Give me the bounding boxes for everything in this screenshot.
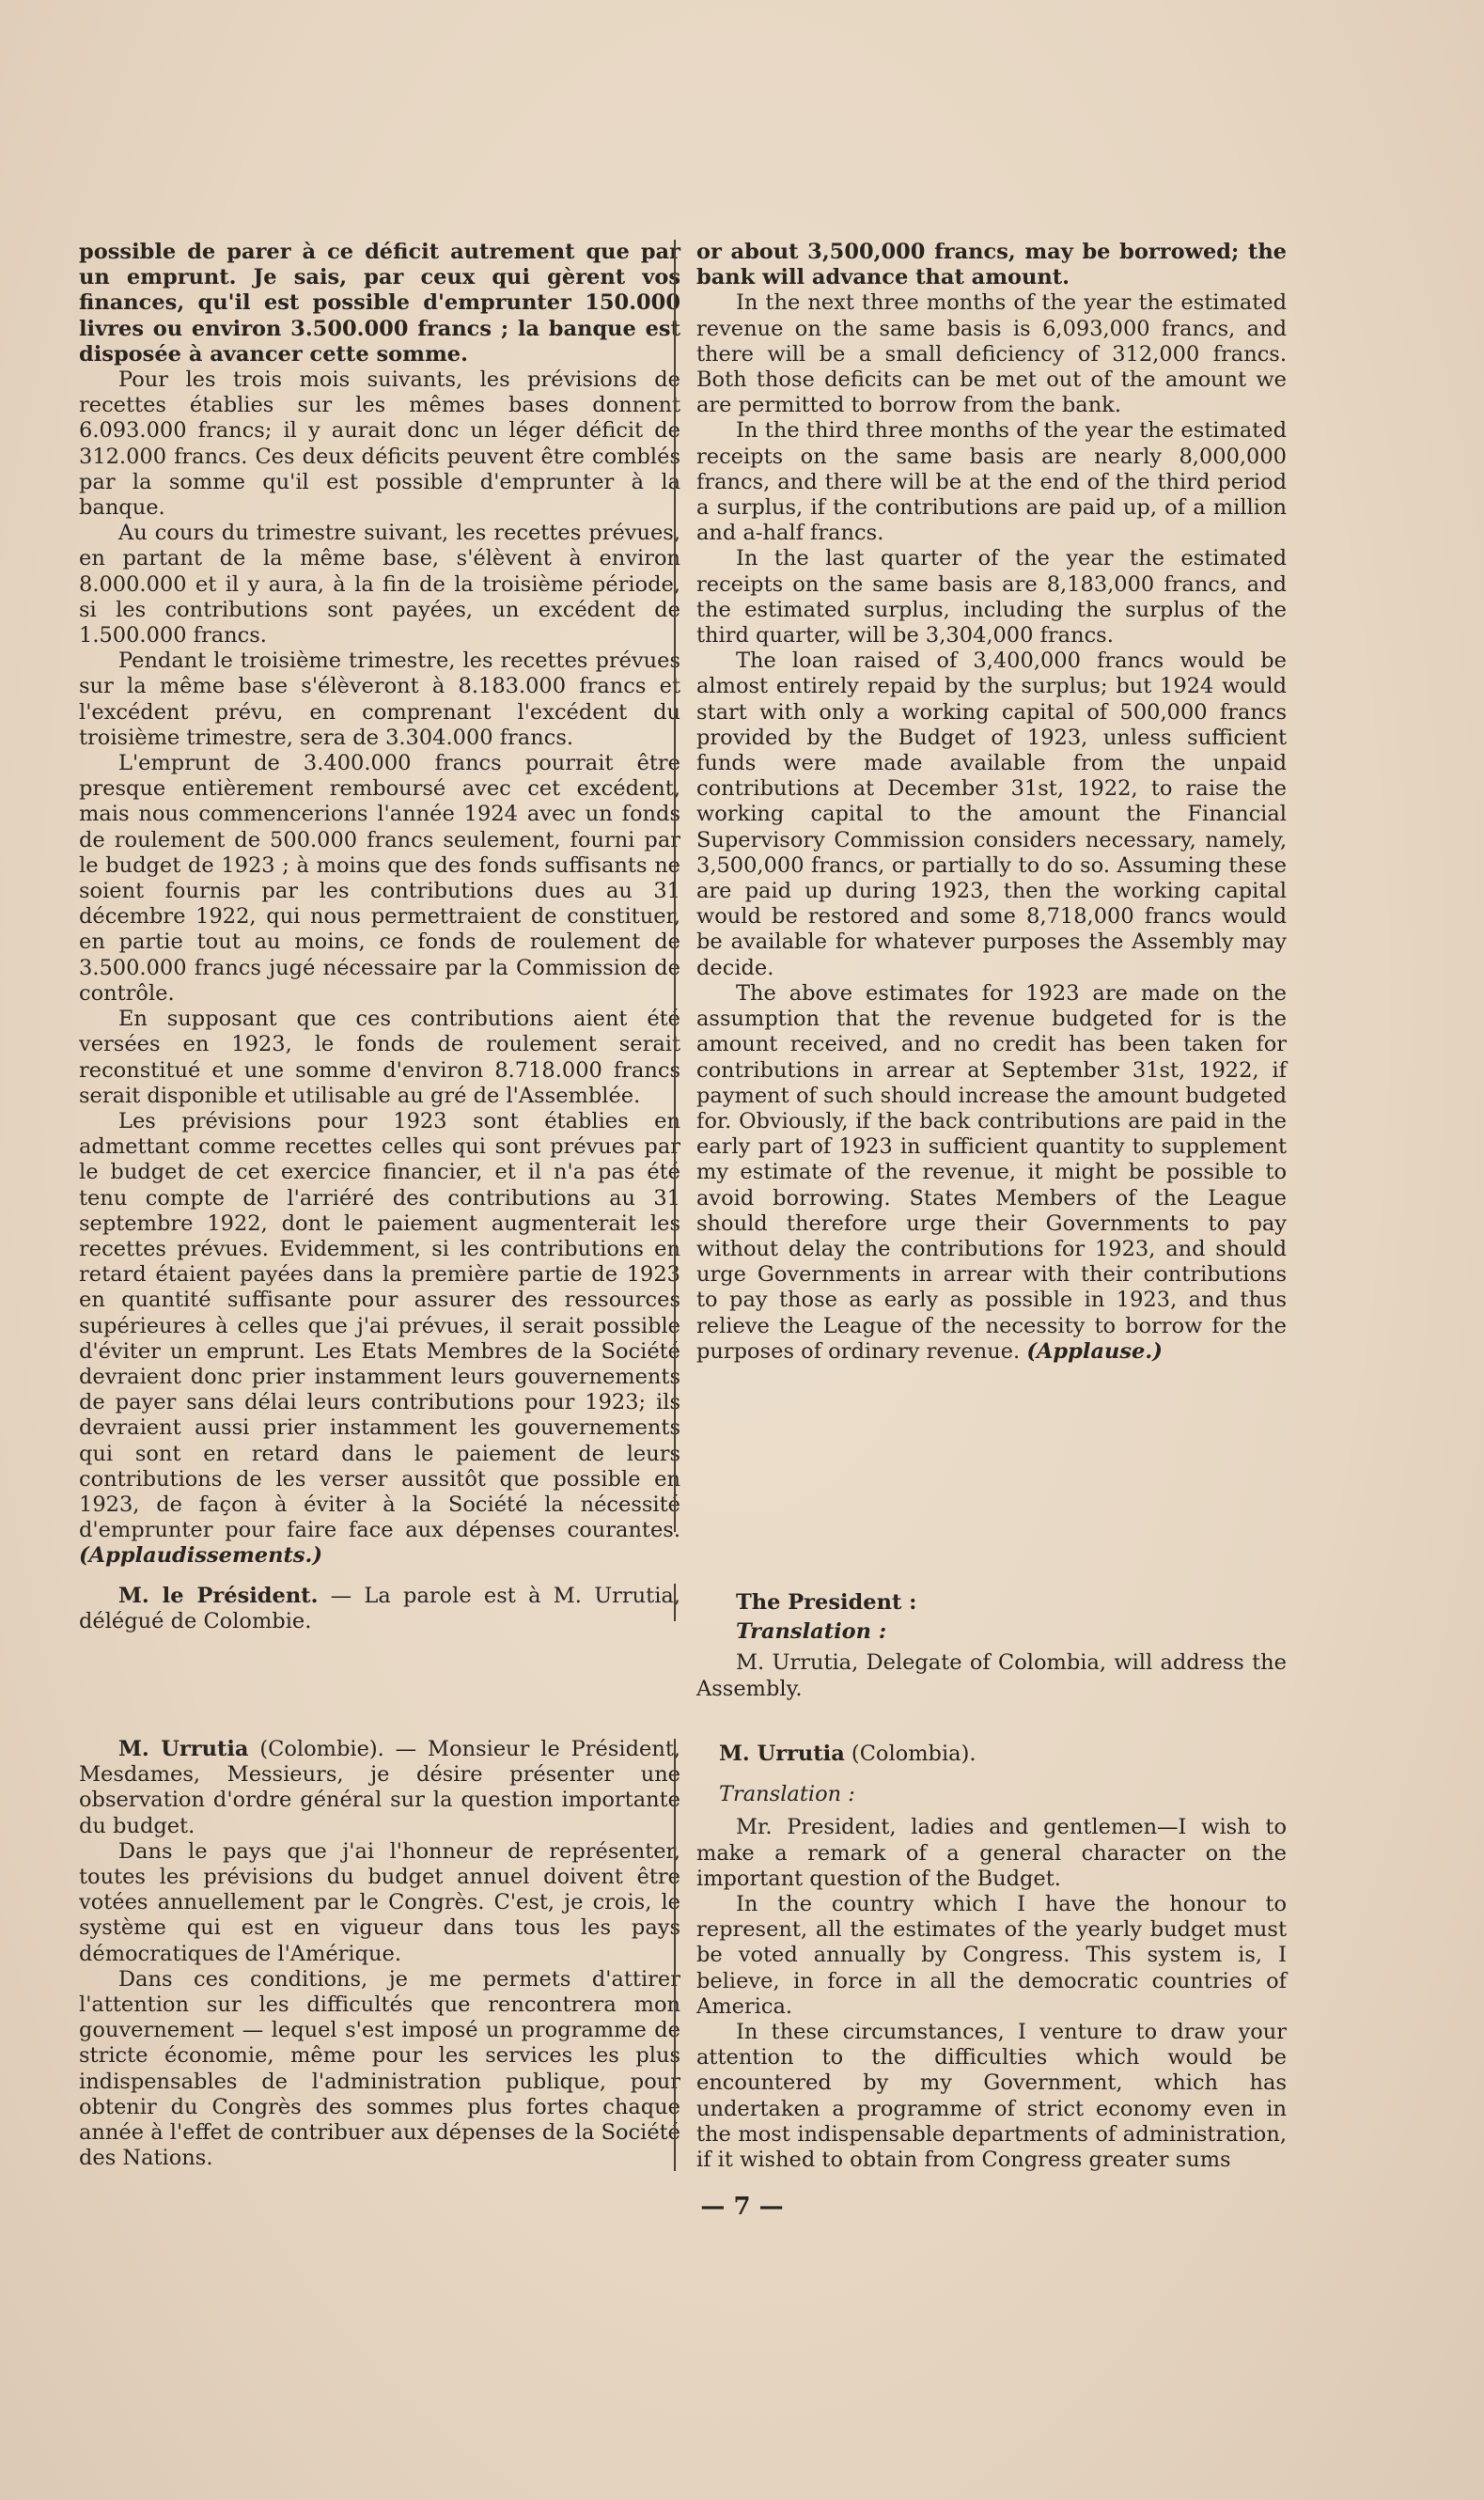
fr-paragraph-7: Les prévisions pour 1923 sont établies en admettant comme recettes celles qui sont prévues par le budget de cet exercice financier, et il n'a pas été tenu compte de l'arriéré des contributions au 31 septembre 1922, dont le paiement augmenterait les recettes prévues. Evidemment, si les contributions en retard étaient payées dans la première partie de 1923 en quantité suffisante pour assurer des ressources supérieures à celles que j'ai prévues, il serait possible d'éviter un emprunt. Les Etats Membres de la Société devraient donc prier instamment leurs gouvernements de payer sans délai leurs contributions pour 1923; ils devraient aussi prier instamment les gouvernements qui sont en retard dans le paiement de leurs contributions de les verser aussitôt que possible en 1923, de façon à éviter à la Société la nécessité d'emprunter pour faire face aux dépenses courantes. (Applaudissements.) xyxy=(79,1108,680,1569)
column-divider-urrutia xyxy=(674,1739,676,2171)
french-president-block xyxy=(79,1584,680,1634)
en-paragraph-4: In the last quarter of the year the estimated receipts on the same basis are 8,183,000 francs, and the estimated surplus, including the surplus of the third quarter, will be 3,304,000 francs. xyxy=(696,546,1287,648)
page-number: — 7 — xyxy=(700,2193,784,2221)
en-president-remark: M. Urrutia, Delegate of Colombia, will address the Assembly. xyxy=(696,1650,1287,1701)
en-paragraph-1: or about 3,500,000 francs, may be borrowed; the bank will advance that amount. xyxy=(696,240,1287,290)
fr-applause: (Applaudissements.) xyxy=(79,1543,323,1569)
english-president-block xyxy=(696,1590,1287,1702)
fr-paragraph-1: possible de parer à ce déficit autrement que par un emprunt. Je sais, par ceux qui gèrent vos finances, qu'il est possible d'emprunter 150.000 livres ou environ 3.500.000 francs ; la banque est disposée à avancer cette somme. xyxy=(79,240,680,367)
en-paragraph-3: In the third three months of the year the estimated receipts on the same basis are nearly 8,000,000 francs, and there will be at the end of the third period a surplus, if the contributions are paid up, of a million and a-half francs. xyxy=(696,418,1287,546)
fr-urrutia-paragraph-3: Dans ces conditions, je me permets d'attirer l'attention sur les difficultés que rencontrera mon gouvernement — lequel s'est imposé un programme de stricte économie, même pour les services les plus indispensables de l'administration publique, pour obtenir du Congrès des sommes plus fortes chaque année à l'effet de contribuer aux dépenses de la Société des Nations. xyxy=(79,1966,680,2171)
fr-paragraph-3: Au cours du trimestre suivant, les recettes prévues, en partant de la même base, s'élèvent à environ 8.000.000 et il y aura, à la fin de la troisième période, si les contributions sont payées, un excédent de 1.500.000 francs. xyxy=(79,521,680,648)
fr-urrutia-paragraph-1: M. Urrutia (Colombie). — Monsieur le Président, Mesdames, Messieurs, je désire présenter une observation d'ordre général sur la question importante du budget. xyxy=(79,1737,681,1838)
en-urrutia-paragraph-1: Mr. President, ladies and gentlemen—I wish to make a remark of a general character on the important question of the Budget. xyxy=(696,1815,1287,1891)
en-paragraph-2: In the next three months of the year the estimated revenue on the same basis is 6,093,000 francs, and there will be a small deficiency of 312,000 francs. Both those deficits can be met out of the amount we are permitted to borrow from the bank. xyxy=(696,290,1287,418)
fr-urrutia-speaker: M. Urrutia xyxy=(118,1737,249,1761)
fr-urrutia-paragraph-2: Dans le pays que j'ai l'honneur de représenter, toutes les prévisions du budget annuel doivent être votées annuellement par le Congrès. C'est, je crois, le système qui est en vigueur dans tous les pays démocratiques de l'Amérique. xyxy=(79,1838,680,1966)
en-applause: (Applause.) xyxy=(1026,1338,1163,1364)
french-urrutia-block xyxy=(79,1737,680,2171)
fr-president-speaker: M. le Président. xyxy=(118,1584,319,1608)
en-paragraph-6: The above estimates for 1923 are made on the assumption that the revenue budgeted for is the amount received, and no credit has been taken for contributions in arrear at September 31st, 1922, if payment of such should increase the amount budgeted for. Obviously, if the back contributions are paid in the early part of 1923 in sufficient quantity to supplement my estimate of the revenue, it might be possible to avoid borrowing. States Members of the League should therefore urge their Governments to pay without delay the contributions for 1923, and should urge Governments in arrear with their contributions to pay those as early as possible in 1923, and thus relieve the League of the necessity to borrow for the purposes of ordinary revenue. (Applause.) xyxy=(696,980,1287,1364)
en-urrutia-translation-label: Translation : xyxy=(719,1782,855,1807)
fr-paragraph-2: Pour les trois mois suivants, les prévisions de recettes établies sur les mêmes bases donnent 6.093.000 francs; il y aurait donc un léger déficit de 312.000 francs. Ces deux déficits peuvent être comblés par la somme qu'il est possible d'emprunter à la banque. xyxy=(79,367,680,521)
column-divider-president xyxy=(674,1584,676,1621)
english-urrutia-block xyxy=(696,1742,1287,2173)
english-column-budget xyxy=(696,240,1287,1365)
en-urrutia-speaker: M. Urrutia xyxy=(719,1742,845,1766)
column-divider-top xyxy=(674,240,676,1532)
en-president-speaker: The President : xyxy=(736,1590,917,1615)
en-president-translation-label: Translation : xyxy=(736,1619,887,1645)
en-urrutia-paragraph-3: In these circumstances, I venture to draw your attention to the difficulties which would be encountered by my Government, which has undertaken a programme of strict economy even in the most indispensable departments of administration, if it wished to obtain from Congress greater sums xyxy=(696,2020,1287,2173)
fr-paragraph-4: Pendant le troisième trimestre, les recettes prévues sur la même base s'élèveront à 8.183.000 francs et l'excédent prévu, en comprenant l'excédent du troisième trimestre, sera de 3.304.000 francs. xyxy=(79,648,680,750)
en-urrutia-paragraph-2: In the country which I have the honour to represent, all the estimates of the yearly budget must be voted annually by Congress. This system is, I believe, in force in all the democratic countries of America. xyxy=(696,1892,1287,2019)
en-paragraph-5: The loan raised of 3,400,000 francs would be almost entirely repaid by the surplus; but 1924 would start with only a working capital of 500,000 francs provided by the Budget of 1923, unless sufficient funds were made available from the unpaid contributions at December 31st, 1922, to raise the working capital to the amount the Financial Supervisory Commission considers necessary, namely, 3,500,000 francs, or partially to do so. Assuming these are paid up during 1923, then the working capital would be restored and some 8,718,000 francs would be available for whatever purposes the Assembly may decide. xyxy=(696,648,1287,980)
en-urrutia-heading: M. Urrutia (Colombia). xyxy=(719,1742,976,1766)
french-column-budget xyxy=(79,240,680,1570)
fr-paragraph-6: En supposant que ces contributions aient été versées en 1923, le fonds de roulement serait reconstitué et une somme d'environ 8.718.000 francs serait disponible et utilisable au gré de l'Assemblée. xyxy=(79,1007,680,1108)
fr-paragraph-5: L'emprunt de 3.400.000 francs pourrait être presque entièrement remboursé avec cet excédent, mais nous commencerions l'année 1924 avec un fonds de roulement de 500.000 francs seulement, fourni par le budget de 1923 ; à moins que des fonds suffisants ne soient fournis par les contributions dues au 31 décembre 1922, qui nous permettraient de constituer, en partie tout au moins, ce fonds de roulement de 3.500.000 francs jugé nécessaire par la Commission de contrôle. xyxy=(79,751,680,1006)
fr-president-remark: M. le Président. — La parole est à M. Urrutia, délégué de Colombie. xyxy=(79,1584,680,1634)
